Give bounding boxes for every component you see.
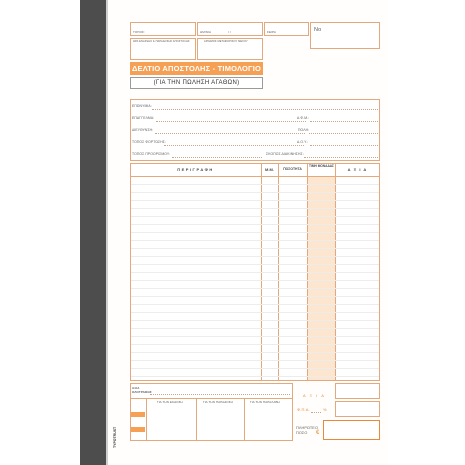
- euro-sign: €: [316, 430, 320, 436]
- vat-number-line[interactable]: [310, 121, 378, 122]
- city-label: ΠΟΛΗ:: [298, 128, 310, 132]
- payable-amount-field[interactable]: [323, 420, 380, 440]
- column-header-unit: Μ.Μ.: [265, 167, 274, 172]
- vehicle-label: ΑΡΙΘΜΟΣ ΜΕΤΑΦΟΡΙΚΟΥ ΜΕΣΟΥ: [204, 40, 248, 43]
- vat-amount-field[interactable]: [335, 401, 380, 417]
- city-line[interactable]: [309, 133, 378, 134]
- loading-place-label: ΤΟΠΟΣ ΦΟΡΤΩΣΗΣ:: [132, 140, 167, 144]
- percent-sign: %: [323, 407, 327, 412]
- vat-rate-line[interactable]: [311, 412, 321, 413]
- table-header-divider: [130, 176, 380, 177]
- signature-col-divider-0: [146, 398, 147, 441]
- total-value-label: Α Ξ Ι Α: [303, 393, 326, 398]
- table-row: [131, 280, 379, 281]
- destination-label: ΤΟΠΟΣ ΠΡΟΟΡΙΣΜΟΥ:: [132, 152, 171, 156]
- table-row: [131, 272, 379, 273]
- date-field[interactable]: [197, 22, 263, 36]
- value-in-words-label: ΑΞΙΑ ΟΛΟΓΡΑΦΩΣ: [132, 386, 152, 394]
- value-in-words-line[interactable]: [150, 394, 290, 395]
- table-row: [131, 312, 379, 313]
- series-field[interactable]: [264, 22, 309, 36]
- table-row: [131, 240, 379, 241]
- table-row: [131, 288, 379, 289]
- table-row: [131, 216, 379, 217]
- number-label: Νο: [314, 27, 322, 33]
- margin-print-1: [114, 399, 118, 400]
- table-row: [131, 264, 379, 265]
- table-row: [131, 248, 379, 249]
- destination-line[interactable]: [172, 157, 262, 158]
- table-row: [131, 184, 379, 185]
- signature-col-divider-1: [196, 398, 197, 441]
- column-header-quantity: ΠΟΣΟΤΗΤΑ: [283, 167, 302, 171]
- sender-label: ΓΙΑ ΤΗΝ ΕΚΔΟΣΗ: [157, 400, 183, 404]
- date-label: ΗΜ/ΝΙΑ: [200, 30, 212, 34]
- receiver-mark: [131, 427, 145, 432]
- tax-office-line[interactable]: [310, 145, 378, 146]
- column-header-unit-price: ΤΙΜΗ ΜΟΝΑΔΑΣ: [309, 164, 334, 168]
- place-field[interactable]: [130, 22, 196, 36]
- customer-name-line[interactable]: [152, 109, 378, 110]
- table-row: [131, 192, 379, 193]
- table-row: [131, 376, 379, 377]
- table-row: [131, 360, 379, 361]
- table-row: [131, 368, 379, 369]
- payable-amount-label: ΠΛΗΡΩΤΕΟ ΠΟΣΟ: [296, 426, 318, 435]
- profession-line[interactable]: [156, 121, 306, 122]
- table-row: [131, 352, 379, 353]
- table-row: [131, 232, 379, 233]
- date-separator: / /: [228, 30, 231, 34]
- table-row: [131, 256, 379, 257]
- receiver-label: ΓΙΑ ΤΗΝ ΠΑΡΑΛΑΒΗ: [250, 400, 280, 404]
- table-row: [131, 200, 379, 201]
- tax-office-label: Δ.Ο.Υ.:: [297, 140, 309, 144]
- signature-block: [130, 383, 293, 441]
- signature-col-divider-2: [244, 398, 245, 441]
- table-row: [131, 208, 379, 209]
- book-spine: [80, 0, 106, 465]
- column-header-value: Α Ξ Ι Α: [347, 167, 368, 172]
- vat-amount-label: Φ.Π.Α.: [297, 407, 310, 412]
- series-label: ΣΕΙΡΑ: [267, 30, 276, 34]
- total-value-field[interactable]: [335, 383, 380, 399]
- table-row: [131, 304, 379, 305]
- address-label: ΔΙΕΥΘΥΝΣΗ:: [132, 128, 154, 132]
- sender-mark: [131, 412, 145, 417]
- document-title: ΔΕΛΤΙΟ ΑΠΟΣΤΟΛΗΣ - ΤΙΜΟΛΟΓΙΟ: [131, 64, 262, 73]
- vat-number-label: Α.Φ.Μ.:: [297, 116, 310, 120]
- column-header-description: ΠΕΡΙΓΡΑΦΗ: [177, 167, 214, 172]
- printer-brand: TYPOTRUST: [113, 426, 117, 448]
- loading-place-line[interactable]: [164, 145, 304, 146]
- vehicle-field[interactable]: [197, 38, 263, 60]
- place-label: ΤΟΠΟΣ:: [133, 30, 145, 34]
- table-row: [131, 328, 379, 329]
- purpose-label: ΣΚΟΠΟΣ ΔΙΑΚΙΝΗΣΗΣ:: [266, 152, 304, 156]
- table-row: [131, 336, 379, 337]
- profession-label: ΕΠΑΓΓΕΛΜΑ:: [132, 116, 155, 120]
- dispatch-time-label: ΩΡΑ ΕΝΑΡΞΗΣ & ΠΑΡΑΔΟΣΗΣ ΑΠΟΣΤΟΛΗΣ: [133, 40, 190, 43]
- address-line[interactable]: [155, 133, 305, 134]
- unit-price-column-shade: [307, 176, 335, 380]
- customer-name-label: ΕΠΩΝΥΜΙΑ:: [132, 104, 152, 108]
- table-row: [131, 224, 379, 225]
- table-row: [131, 344, 379, 345]
- table-row: [131, 296, 379, 297]
- dispatch-time-field[interactable]: [130, 38, 196, 60]
- purpose-line[interactable]: [304, 157, 378, 158]
- number-field[interactable]: [310, 22, 380, 49]
- document-subtitle: (ΓΙΑ ΤΗΝ ΠΩΛΗΣΗ ΑΓΑΘΩΝ): [130, 77, 263, 89]
- delivery-label: ΓΙΑ ΤΗΝ ΠΑΡΑΔΟΣΗ: [203, 400, 233, 404]
- signature-divider: [130, 398, 293, 399]
- table-row: [131, 320, 379, 321]
